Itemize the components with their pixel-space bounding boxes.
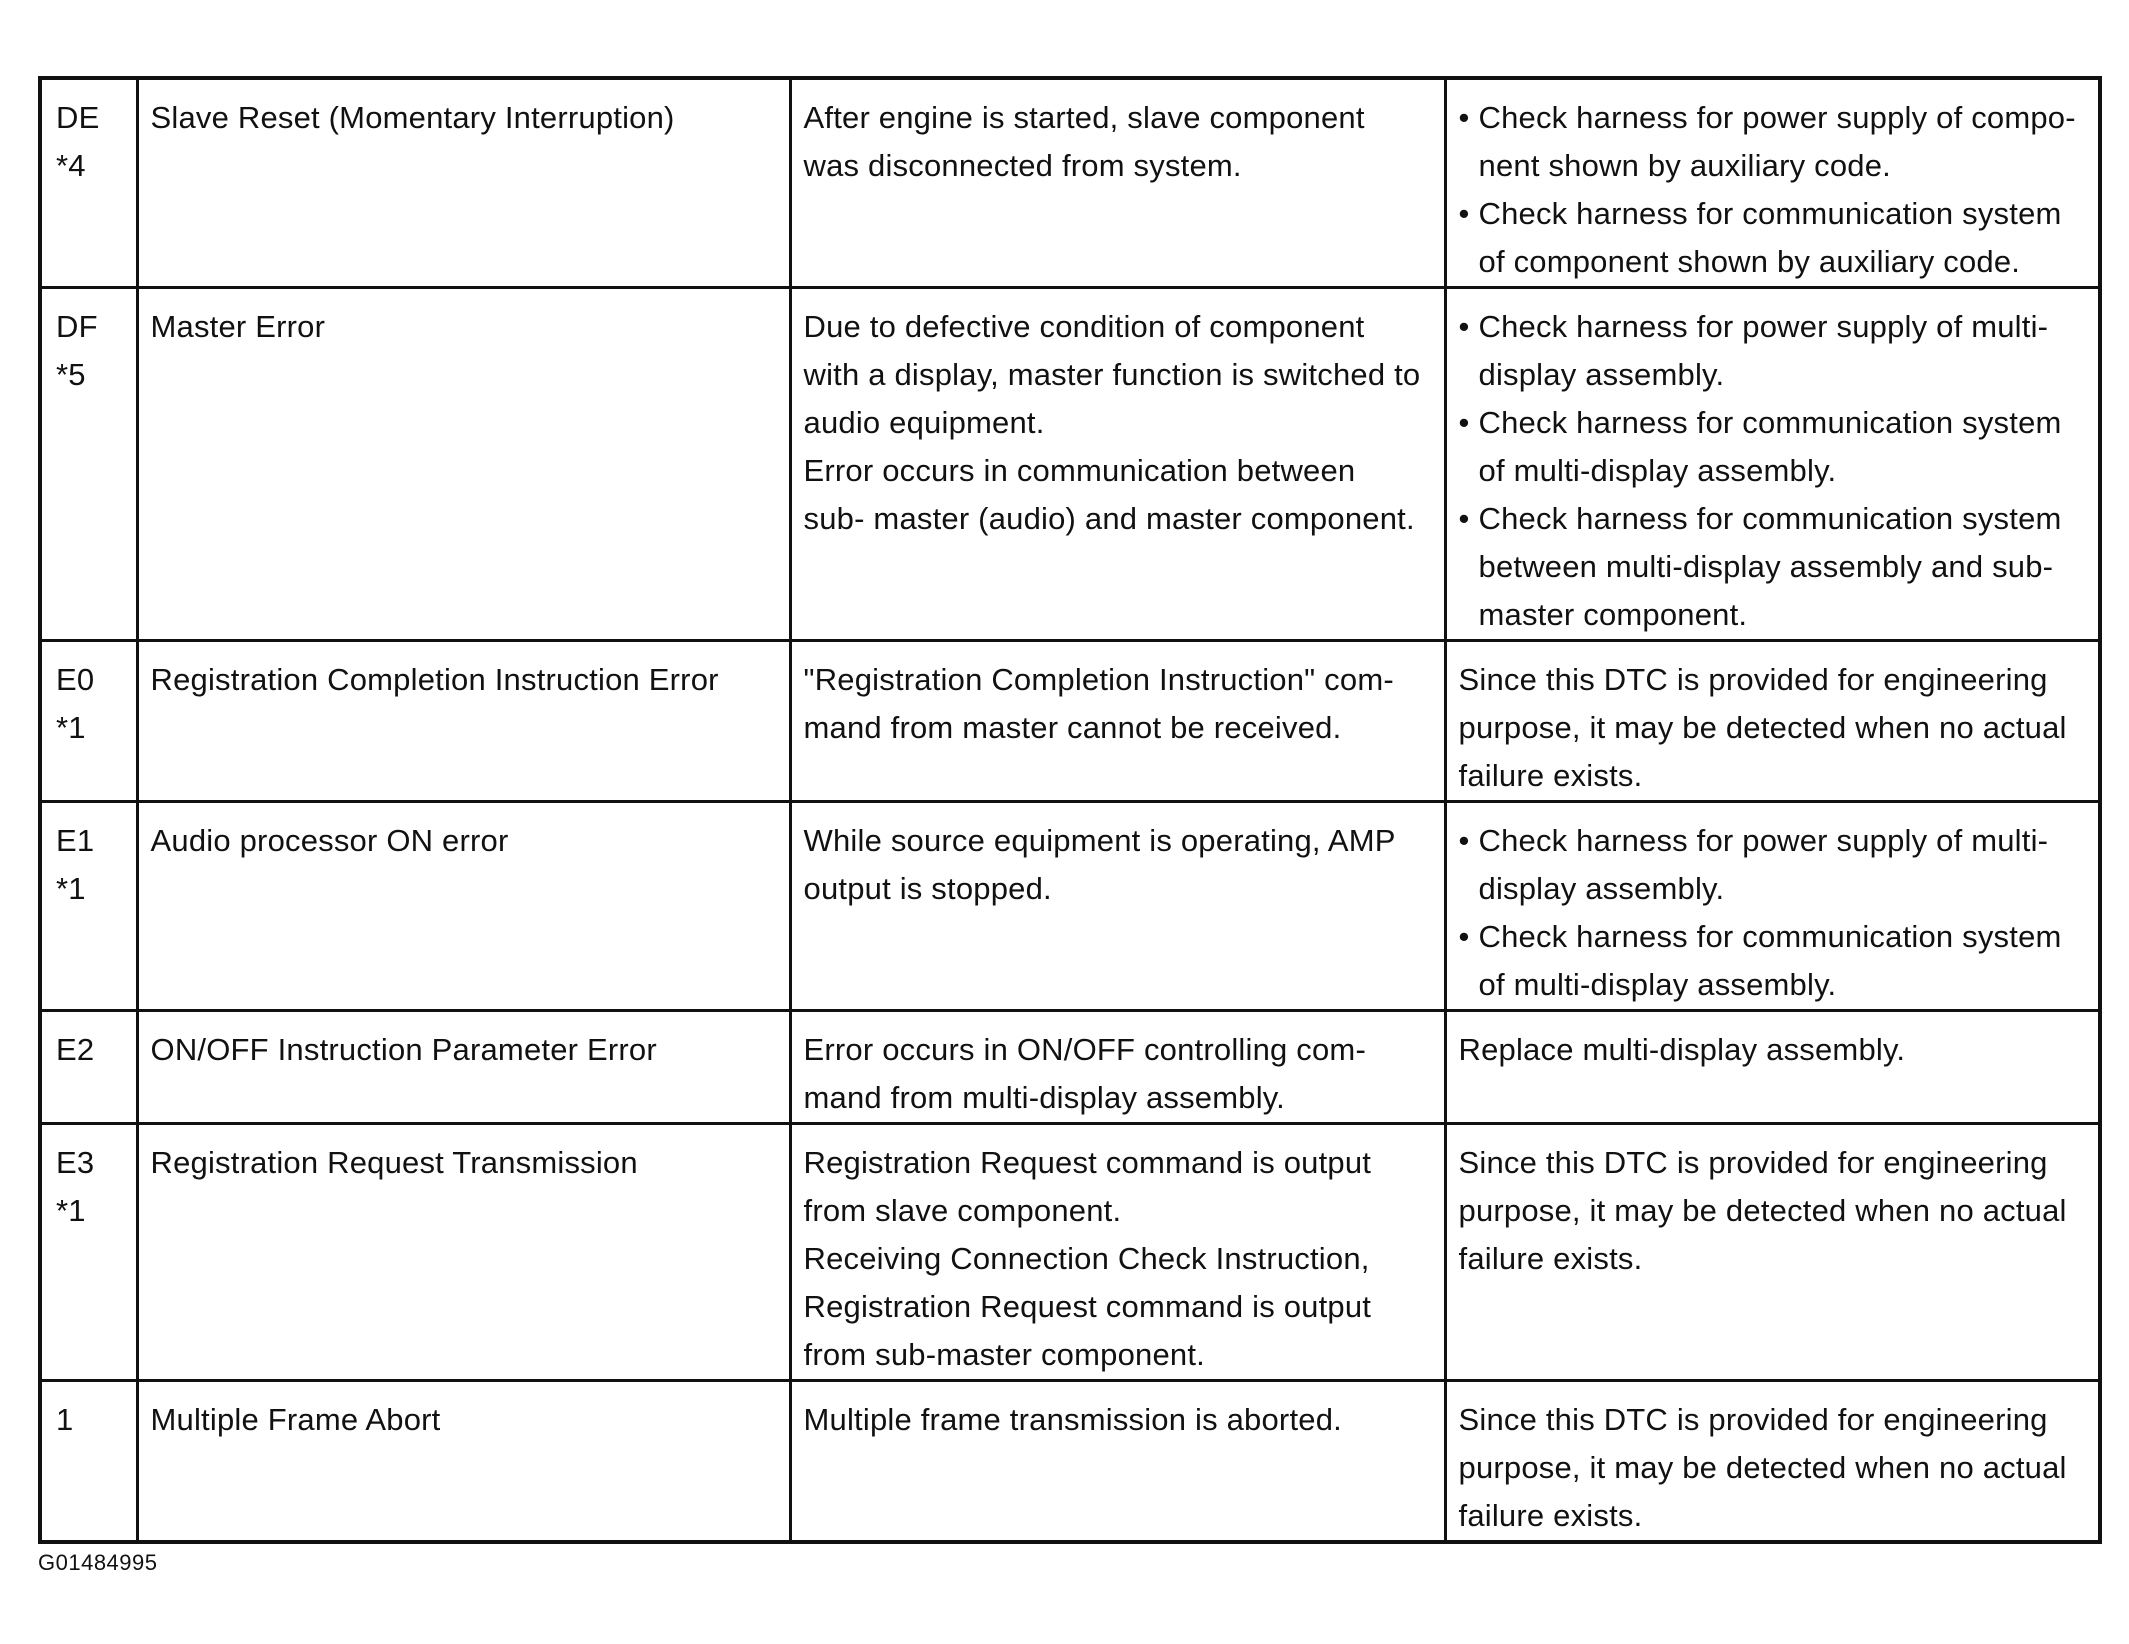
trouble-condition-cell — [790, 1381, 1445, 1543]
condition-line: Due to defective condition of component — [803, 309, 1365, 344]
dtc-code-cell — [40, 1011, 137, 1124]
check-action-cell — [1445, 1011, 2100, 1124]
check-list — [1459, 817, 2087, 1009]
dtc-code-cell — [40, 288, 137, 641]
table-row — [40, 802, 2100, 1011]
detection-item-cell — [137, 288, 790, 641]
table-row — [40, 1124, 2100, 1381]
detection-item: Slave Reset (Momentary Interruption) — [150, 100, 675, 135]
trouble-condition-cell — [790, 1124, 1445, 1381]
check-line: display assembly. — [1478, 871, 1725, 906]
dtc-code-cell — [40, 802, 137, 1011]
check-line: • Check harness for power supply of multi- — [1478, 309, 2049, 344]
check-item — [1459, 817, 2087, 913]
check-item — [1459, 303, 2087, 399]
trouble-condition-cell — [790, 1011, 1445, 1124]
dtc-code: E3 — [56, 1145, 95, 1180]
check-line: • Check harness for power supply of compo- — [1478, 100, 2076, 135]
check-action-cell — [1445, 78, 2100, 288]
condition-line: Error occurs in communication between — [803, 453, 1356, 488]
condition-line: with a display, master function is switched to — [803, 357, 1421, 392]
check-list — [1459, 303, 2087, 639]
check-item — [1459, 913, 2087, 1009]
action-line: Since this DTC is provided for engineering — [1458, 1402, 2048, 1437]
detection-item: Multiple Frame Abort — [150, 1402, 441, 1437]
dtc-code-cell — [40, 641, 137, 802]
check-action-cell — [1445, 288, 2100, 641]
action-line: failure exists. — [1458, 758, 1643, 793]
table-row — [40, 641, 2100, 802]
detection-item: Audio processor ON error — [150, 823, 509, 858]
table-row — [40, 78, 2100, 288]
condition-line: mand from multi-display assembly. — [803, 1080, 1285, 1115]
detection-item: Master Error — [150, 309, 326, 344]
action-line: failure exists. — [1458, 1241, 1643, 1276]
detection-item-cell — [137, 78, 790, 288]
condition-line: output is stopped. — [803, 871, 1052, 906]
check-line: between multi-display assembly and sub- — [1478, 549, 2054, 584]
condition-line: Multiple frame transmission is aborted. — [803, 1402, 1342, 1437]
detection-item: Registration Completion Instruction Error — [150, 662, 719, 697]
check-line: • Check harness for communication system — [1478, 919, 2062, 954]
action-line: purpose, it may be detected when no actual — [1458, 1450, 2067, 1485]
check-action-cell — [1445, 802, 2100, 1011]
condition-line: Registration Request command is output — [803, 1289, 1372, 1324]
dtc-table-body — [40, 78, 2100, 1542]
check-line: • Check harness for communication system — [1478, 501, 2062, 536]
dtc-note: *1 — [56, 1193, 86, 1228]
detection-item-cell — [137, 802, 790, 1011]
table-row — [40, 288, 2100, 641]
detection-item-cell — [137, 1381, 790, 1543]
dtc-code: E1 — [56, 823, 95, 858]
dtc-note: *1 — [56, 871, 86, 906]
check-line: • Check harness for communication system — [1478, 196, 2062, 231]
dtc-code-cell — [40, 1124, 137, 1381]
detection-item-cell — [137, 1011, 790, 1124]
check-line: master component. — [1478, 597, 1748, 632]
check-line: display assembly. — [1478, 357, 1725, 392]
action-line: purpose, it may be detected when no actual — [1458, 1193, 2067, 1228]
condition-line: was disconnected from system. — [803, 148, 1242, 183]
trouble-condition-cell — [790, 802, 1445, 1011]
dtc-code-cell — [40, 1381, 137, 1543]
check-action-cell — [1445, 1381, 2100, 1543]
condition-line: audio equipment. — [803, 405, 1045, 440]
check-line: nent shown by auxiliary code. — [1478, 148, 1891, 183]
condition-line: from slave component. — [803, 1193, 1122, 1228]
dtc-code: DE — [56, 100, 100, 135]
detection-item-cell — [137, 1124, 790, 1381]
condition-line: mand from master cannot be received. — [803, 710, 1342, 745]
dtc-code: E2 — [56, 1032, 95, 1067]
condition-line: After engine is started, slave component — [803, 100, 1365, 135]
action-line: purpose, it may be detected when no actual — [1458, 710, 2067, 745]
detection-item-cell — [137, 641, 790, 802]
condition-line: While source equipment is operating, AMP — [803, 823, 1396, 858]
condition-line: sub- master (audio) and master component. — [803, 501, 1415, 536]
dtc-code-cell — [40, 78, 137, 288]
check-item — [1459, 495, 2087, 639]
dtc-code: DF — [56, 309, 98, 344]
action-line: failure exists. — [1458, 1498, 1643, 1533]
action-line: Replace multi-display assembly. — [1458, 1032, 1906, 1067]
dtc-code: E0 — [56, 662, 95, 697]
table-row — [40, 1011, 2100, 1124]
condition-line: Registration Request command is output — [803, 1145, 1372, 1180]
condition-line: "Registration Completion Instruction" com- — [803, 662, 1394, 697]
detection-item: Registration Request Transmission — [150, 1145, 638, 1180]
action-line: Since this DTC is provided for engineering — [1458, 662, 2048, 697]
check-action-cell — [1445, 641, 2100, 802]
check-list — [1459, 94, 2087, 286]
condition-line: Error occurs in ON/OFF controlling com- — [803, 1032, 1366, 1067]
trouble-condition-cell — [790, 641, 1445, 802]
condition-line: Receiving Connection Check Instruction, — [803, 1241, 1370, 1276]
table-row — [40, 1381, 2100, 1543]
trouble-condition-cell — [790, 78, 1445, 288]
detection-item: ON/OFF Instruction Parameter Error — [150, 1032, 657, 1067]
trouble-condition-cell — [790, 288, 1445, 641]
check-line: of multi-display assembly. — [1478, 453, 1837, 488]
condition-line: from sub-master component. — [803, 1337, 1205, 1372]
dtc-note: *4 — [56, 148, 86, 183]
dtc-table — [38, 76, 2102, 1544]
check-line: • Check harness for power supply of multi- — [1478, 823, 2049, 858]
dtc-code: 1 — [56, 1402, 74, 1437]
action-line: Since this DTC is provided for engineering — [1458, 1145, 2048, 1180]
check-item — [1459, 399, 2087, 495]
check-line: • Check harness for communication system — [1478, 405, 2062, 440]
check-line: of component shown by auxiliary code. — [1478, 244, 2021, 279]
check-item — [1459, 94, 2087, 190]
check-item — [1459, 190, 2087, 286]
check-action-cell — [1445, 1124, 2100, 1381]
check-line: of multi-display assembly. — [1478, 967, 1837, 1002]
dtc-note: *1 — [56, 710, 86, 745]
figure-id: G01484995 — [38, 1550, 158, 1575]
dtc-note: *5 — [56, 357, 86, 392]
